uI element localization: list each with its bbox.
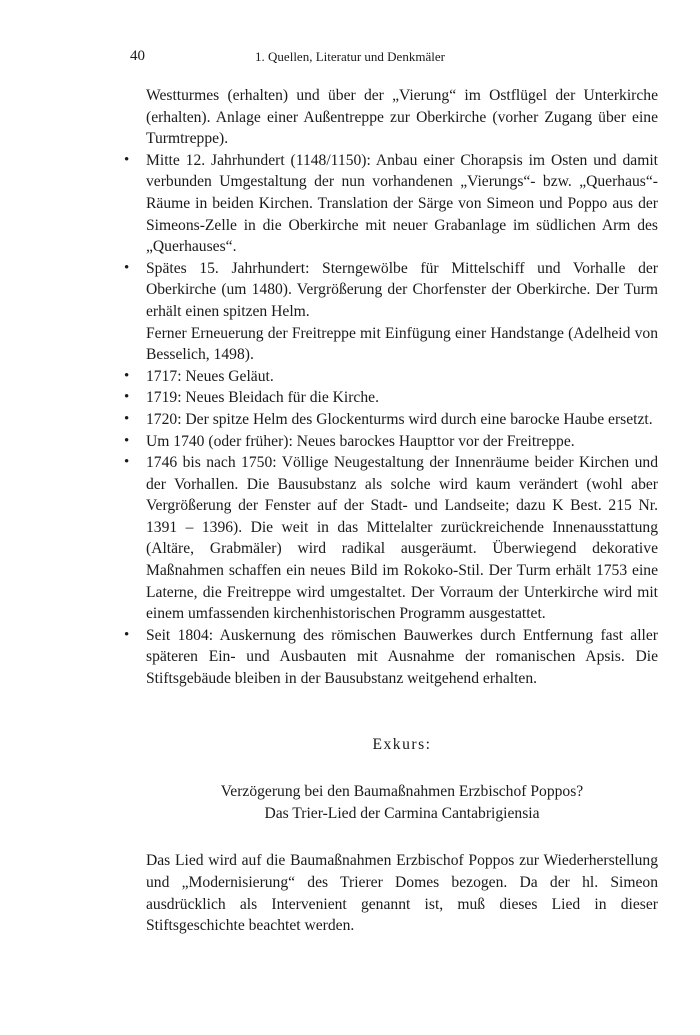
list-item (124, 431, 658, 453)
list-item (124, 409, 658, 431)
bullet-icon: • (124, 151, 130, 168)
excursus-title-line-1: Verzögerung bei den Baumaßnahmen Erzbischof Poppos? (220, 783, 584, 801)
list-item (124, 387, 658, 409)
list-item (124, 366, 658, 388)
bullet-icon: • (124, 454, 130, 471)
page-body (124, 85, 658, 937)
list-item (124, 150, 658, 258)
excursus-title (146, 781, 658, 824)
intro-paragraph: Westturmes (erhalten) und über der „Vierung“ im Ostflügel der Unterkirche (erhalten). Anlage einer Außentreppe zur Oberkirche (vorher Zugang über eine Turmtreppe). (146, 87, 658, 148)
bullet-icon: • (124, 259, 130, 276)
entry-text: 1720: Der spitze Helm des Glockenturms wird durch eine barocke Haube ersetzt. (146, 410, 653, 428)
bullet-icon: • (124, 432, 130, 449)
entry-continuation: Ferner Erneuerung der Freitreppe mit Einfügung einer Handstange (Adelheid von Besselich, 1498). (146, 324, 658, 364)
list-item (124, 452, 658, 625)
excursus-title-line-2: Das Trier-Lied der Carmina Cantabrigiensia (264, 804, 540, 822)
entry-text: Mitte 12. Jahrhundert (1148/1150): Anbau einer Chorapsis im Osten und damit verbunden Umgestaltung der nun vorhandenen „Vierungs“- bzw. „Querhaus“-Räume in beiden Kirchen. Translation der Särge von Simeon und Poppo aus der Simeons-Zelle in die Oberkirche mit neuer Grabanlage im südlichen Arm des „Querhauses“. (146, 151, 658, 256)
list-item (124, 258, 658, 366)
chronology-list (124, 150, 658, 690)
entry-text: 1717: Neues Geläut. (146, 367, 274, 385)
entry-text: Um 1740 (oder früher): Neues barockes Haupttor vor der Freitreppe. (146, 432, 575, 450)
bullet-icon: • (124, 367, 130, 384)
entry-text: Spätes 15. Jahrhundert: Sterngewölbe für Mittelschiff und Vorhalle der Oberkirche (um 1480). Vergrößerung der Chorfenster der Oberkirche. Der Turm erhält einen spitzen Helm. (146, 259, 658, 320)
page-header (0, 48, 700, 72)
bullet-icon: • (124, 410, 130, 427)
excursus-label: Exkurs: (372, 735, 432, 753)
bullet-icon: • (124, 389, 130, 406)
running-head: 1. Quellen, Literatur und Denkmäler (255, 49, 445, 64)
page-number: 40 (130, 48, 145, 64)
entry-text: 1746 bis nach 1750: Völlige Neugestaltung der Innenräume beider Kirchen und der Vorhallen. Die Bausubstanz als solche wird kaum verändert (wohl aber Vergrößerung der Fenster auf der Stadt- und Landseite; dazu K Best. 215 Nr. 1391 – 1396). Die weit in das Mittelalter zurückreichende Innenausstattung (Altäre, Grabmäler) wird radikal ausgeräumt. Überwiegend dekorative Maßnahmen schaffen ein neues Bild im Rokoko-Stil. Der Turm erhält 1753 eine Laterne, die Freitreppe wird umgestaltet. Der Vorraum der Unterkirche wird mit einem umfassenden kirchenhistorischen Programm ausgestattet. (146, 454, 658, 623)
bullet-icon: • (124, 626, 130, 643)
excursus-paragraph: Das Lied wird auf die Baumaßnahmen Erzbischof Poppos zur Wiederherstellung und „Modernisierung“ des Trierer Domes bezogen. Da der hl. Simeon ausdrücklich als Intervenient genannt ist, muß dieses Lied in dieser Stiftsgeschichte beachtet werden. (146, 852, 658, 935)
entry-text: 1719: Neues Bleidach für die Kirche. (146, 389, 379, 407)
entry-text: Seit 1804: Auskernung des römischen Bauwerkes durch Entfernung fast aller späteren Ein- und Ausbauten mit Ausnahme der romanischen Apsis. Die Stiftsgebäude bleiben in der Bausubstanz weitgehend erhalten. (146, 626, 658, 688)
list-item (124, 625, 658, 690)
